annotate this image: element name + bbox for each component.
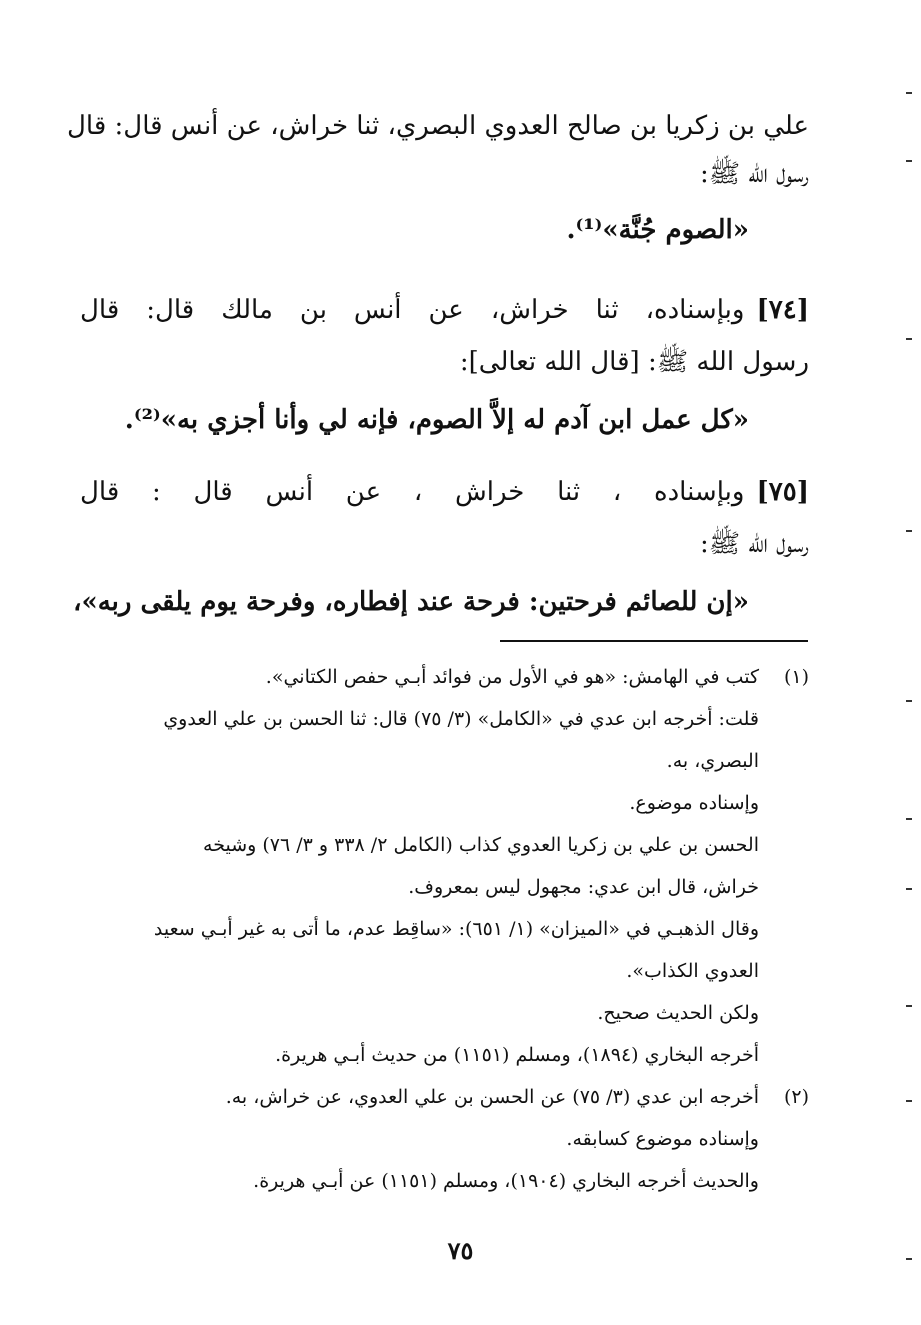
footnote-line [80, 1038, 809, 1072]
scan-mark [906, 160, 912, 162]
hadith-quote: «إن للصائم فرحتين: فرحة عند إفطاره، وفرحة يوم يلقى ربه»، [73, 587, 749, 617]
footnote-line [80, 1080, 809, 1114]
footnote-text: ولكن الحديث صحيح. [597, 1002, 759, 1024]
footnote-text: كتب في الهامش: «هو في الأول من فوائد أبـي حفص الكتاني». [265, 666, 759, 688]
page-number: ٧٥ [447, 1236, 474, 1265]
footnote-line [80, 786, 809, 820]
paragraph-2 [80, 284, 809, 446]
scan-mark [906, 338, 912, 340]
footnote-line [80, 744, 809, 778]
footnote-line [80, 954, 809, 988]
scan-mark [906, 818, 912, 820]
text-line: رسول الله ﷺ: [699, 159, 809, 189]
footnote-marker: (١) [783, 666, 809, 688]
text-line: رسول الله ﷺ: [قال الله تعالى]: [459, 347, 809, 377]
footnote-line [80, 1164, 809, 1198]
footnote-text: وقال الذهبـي في «الميزان» (١/ ٦٥١): «ساقِط عدم، ما أتى به غير أبـي سعيد [153, 918, 759, 940]
scan-mark [906, 1258, 912, 1260]
footnote-text: والحديث أخرجه البخاري (١٩٠٤)، ومسلم (١١٥١) عن أبـي هريرة. [253, 1170, 759, 1192]
text-line [80, 284, 809, 336]
scan-mark [906, 700, 912, 702]
text-segment: وبإسناده ، ثنا خراش ، عن أنس قال : قال [80, 477, 745, 507]
footnote-text: وإسناده موضوع كسابقه. [566, 1128, 759, 1150]
footnote-text: خراش، قال ابن عدي: مجهول ليس بمعروف. [408, 876, 759, 898]
footnote-text: أخرجه ابن عدي (٣/ ٧٥) عن الحسن بن علي العدوي، عن خراش، به. [225, 1086, 759, 1108]
scan-mark [906, 1005, 912, 1007]
footnote-text: وإسناده موضوع. [629, 792, 759, 814]
footnote-line [80, 660, 809, 694]
scan-mark [906, 888, 912, 890]
footnote-separator [500, 640, 808, 642]
text-line: رسول الله ﷺ: [699, 529, 809, 559]
footnote-text: العدوي الكذاب». [626, 960, 759, 982]
footnote-line [80, 702, 809, 736]
footnote-text: البصري، به. [666, 750, 759, 772]
footnote-marker: (٢) [783, 1086, 809, 1108]
footnote-text: قلت: أخرجه ابن عدي في «الكامل» (٣/ ٧٥) قال: ثنا الحسن بن علي العدوي [163, 708, 759, 730]
footnote-line [80, 1122, 809, 1156]
footnote-text: أخرجه البخاري (١٨٩٤)، ومسلم (١١٥١) من حديث أبـي هريرة. [275, 1044, 759, 1066]
hadith-number: [٧٤] [756, 295, 809, 325]
footnote-line [80, 996, 809, 1030]
text-line [80, 466, 809, 518]
paragraph-1 [67, 100, 809, 256]
hadith-quote: «كل عمل ابن آدم له إلاَّ الصوم، فإنه لي وأنا أجزي به»⁽²⁾. [124, 405, 749, 435]
paragraph-3 [73, 466, 809, 628]
hadith-number: [٧٥] [756, 477, 809, 507]
scan-mark [906, 530, 912, 532]
text-segment: وبإسناده، ثنا خراش، عن أنس بن مالك قال: قال [80, 295, 745, 325]
hadith-quote: «الصوم جُنَّة»⁽¹⁾. [566, 215, 749, 245]
footnote-text: الحسن بن علي بن زكريا العدوي كذاب (الكامل ٢/ ٣٣٨ و ٣/ ٧٦) وشيخه [203, 834, 759, 856]
footnote-line [80, 870, 809, 904]
scan-mark [906, 1100, 912, 1102]
footnote-line [80, 828, 809, 862]
footnote-line [80, 912, 809, 946]
scan-mark [906, 92, 912, 94]
footnotes [80, 660, 809, 1198]
text-line: علي بن زكريا بن صالح العدوي البصري، ثنا خراش، عن أنس قال: قال [67, 111, 809, 141]
